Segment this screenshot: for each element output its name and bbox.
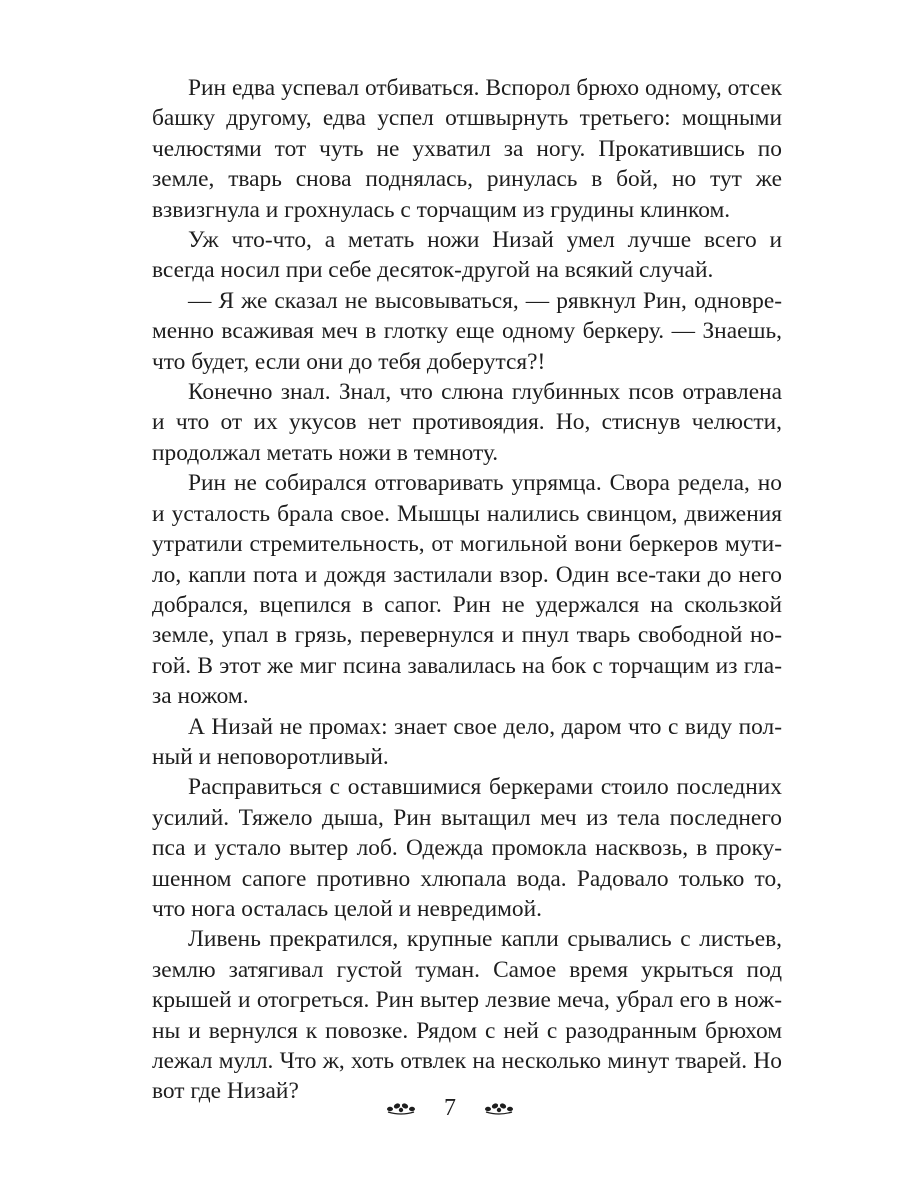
- floral-ornament-icon: [484, 1100, 514, 1116]
- paragraph-8: Ливень прекратился, крупные капли срывались с листьев, землю затягивал густой туман. Самое время укрыться под крышей и отогреться. Рин вытер лезвие меча, убрал его в ножны и вернулся к повозке. Рядом с ней с разодранным брюхом лежал мулл. Что ж, хоть отвлек на несколько минут тварей. Но вот где Низай?: [152, 926, 782, 1105]
- body-text: [152, 73, 782, 1107]
- paragraph-1: Рин едва успевал отбиваться. Вспорол брюхо одному, отсек башку другому, едва успел отшвырнуть третьего: мощными челюстями тот чуть не ухватил за ногу. Прокатившись по земле, тварь снова поднялась, ринулась в бой, но тут же взвизгнула и грохнулась с торчащим из грудины клинком.: [152, 75, 782, 223]
- paragraph-5: Рин не собирался отговаривать упрямца. Свора редела, но и усталость брала свое. Мышцы налились свинцом, движения утратили стремительность, от могильной вони беркеров мутило, капли пота и дождя застилали взор. Один все-таки до него добрался, вцепился в сапог. Рин не удержался на скользкой земле, упал в грязь, перевернулся и пнул тварь свободной ногой. В этот же миг псина завалилась на бок с торчащим из глаза ножом.: [152, 470, 782, 710]
- paragraph-7: Расправиться с оставшимися беркерами стоило последних усилий. Тяжело дыша, Рин вытащил меч из тела последнего пса и устало вытер лоб. Одежда промокла насквозь, в прокушенном сапоге противно хлюпала вода. Радовало только то, что нога осталась целой и невредимой.: [152, 774, 782, 922]
- page-number: 7: [444, 1095, 456, 1121]
- floral-ornament-icon: [386, 1100, 416, 1116]
- paragraph-3: — Я же сказал не высовываться, — рявкнул Рин, одновременно всаживая меч в глотку еще одному беркеру. — Знаешь, что будет, если они до тебя доберутся?!: [152, 287, 782, 375]
- paragraph-2: Уж что-что, а метать ножи Низай умел лучше всего и всегда носил при себе десяток-другой на всякий случай.: [152, 227, 782, 284]
- paragraph-4: Конечно знал. Знал, что слюна глубинных псов отравлена и что от их укусов нет противоядия. Но, стиснув челюсти, продолжал метать ножи в темноту.: [152, 379, 782, 466]
- paragraph-6: А Низай не промах: знает свое дело, даром что с виду полный и неповоротливый.: [152, 713, 782, 770]
- page-footer: [0, 1088, 900, 1128]
